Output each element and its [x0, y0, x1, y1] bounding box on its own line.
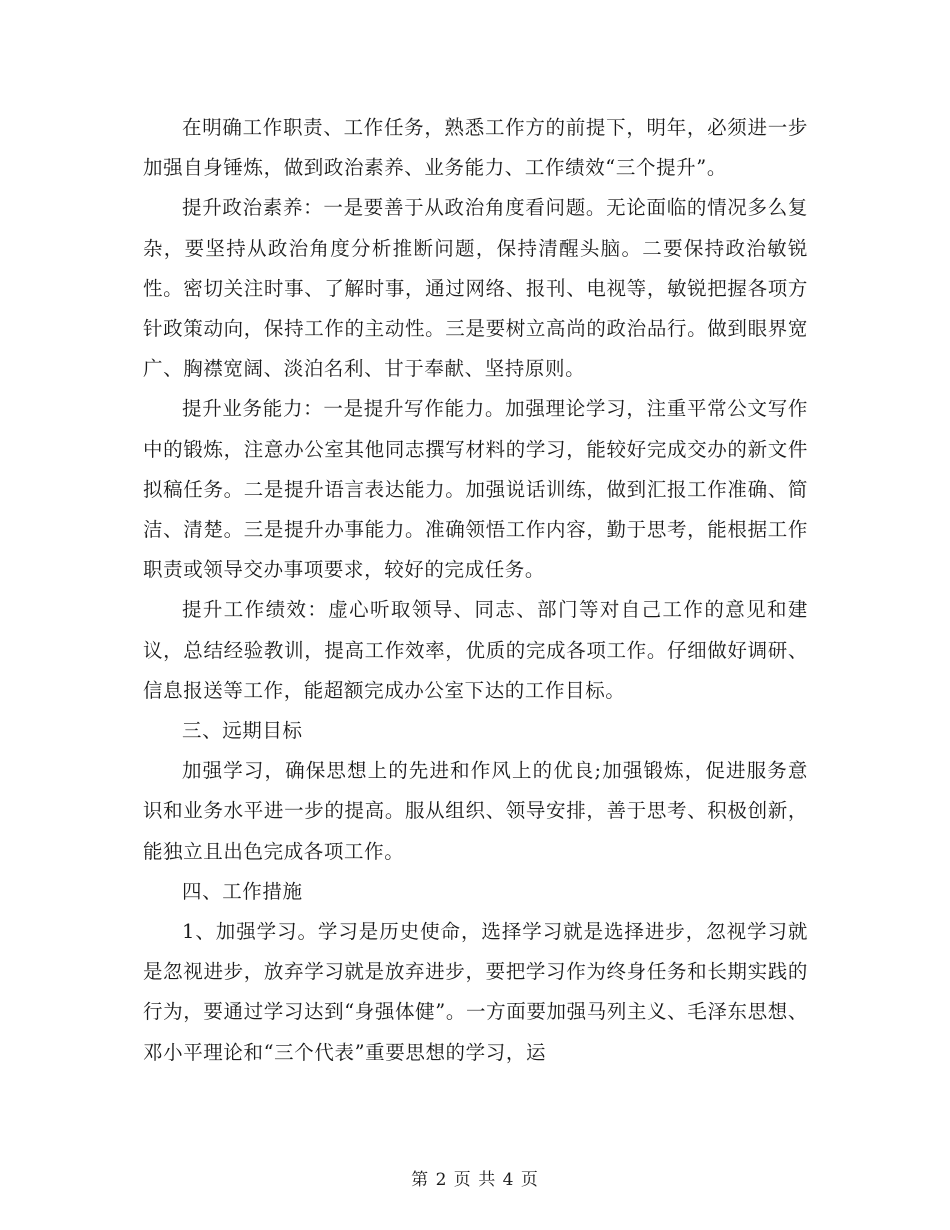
paragraph-business-ability: 提升业务能力：一是提升写作能力。加强理论学习，注重平常公文写作中的锻炼，注意办公室其他同志撰写材料的学习，能较好完成交办的新文件拟稿任务。二是提升语言表达能力。加强说话训练，做到汇报工作准确、简洁、清楚。三是提升办事能力。准确领悟工作内容，勤于思考，能根据工作职责或领导交办事项要求，较好的完成任务。 [143, 397, 808, 582]
paragraph-work-goals-intro: 在明确工作职责、工作任务，熟悉工作方的前提下，明年，必须进一步加强自身锤炼，做到政治素养、业务能力、工作绩效“三个提升”。 [143, 116, 808, 180]
heading-long-term-goals: 三、远期目标 [182, 719, 303, 743]
page-number-label: 第 2 页 共 4 页 [411, 1170, 539, 1190]
document-body [143, 108, 808, 1073]
heading-work-measures: 四、工作措施 [182, 879, 303, 903]
paragraph-long-term-goals: 加强学习，确保思想上的先进和作风上的优良;加强锻炼，促进服务意识和业务水平进一步的提高。服从组织、领导安排，善于思考、积极创新，能独立且出色完成各项工作。 [143, 759, 808, 863]
paragraph-strengthen-learning: 1、加强学习。学习是历史使命，选择学习就是选择进步，忽视学习就是忽视进步，放弃学习就是放弃进步，要把学习作为终身任务和长期实践的行为，要通过学习达到“身强体健”。一方面要加强马列主义、毛泽东思想、邓小平理论和“三个代表”重要思想的学习，运 [143, 920, 808, 1064]
paragraph-political-quality: 提升政治素养：一是要善于从政治角度看问题。无论面临的情况多么复杂，要坚持从政治角度分析推断问题，保持清醒头脑。二要保持政治敏锐性。密切关注时事、了解时事，通过网络、报刊、电视等，敏锐把握各项方针政策动向，保持工作的主动性。三是要树立高尚的政治品行。做到眼界宽广、胸襟宽阔、淡泊名利、甘于奉献、坚持原则。 [143, 196, 808, 381]
paragraph-work-performance: 提升工作绩效：虚心听取领导、同志、部门等对自己工作的意见和建议，总结经验教训，提高工作效率，优质的完成各项工作。仔细做好调研、信息报送等工作，能超额完成办公室下达的工作目标。 [143, 598, 808, 702]
page-footer [0, 1168, 950, 1192]
